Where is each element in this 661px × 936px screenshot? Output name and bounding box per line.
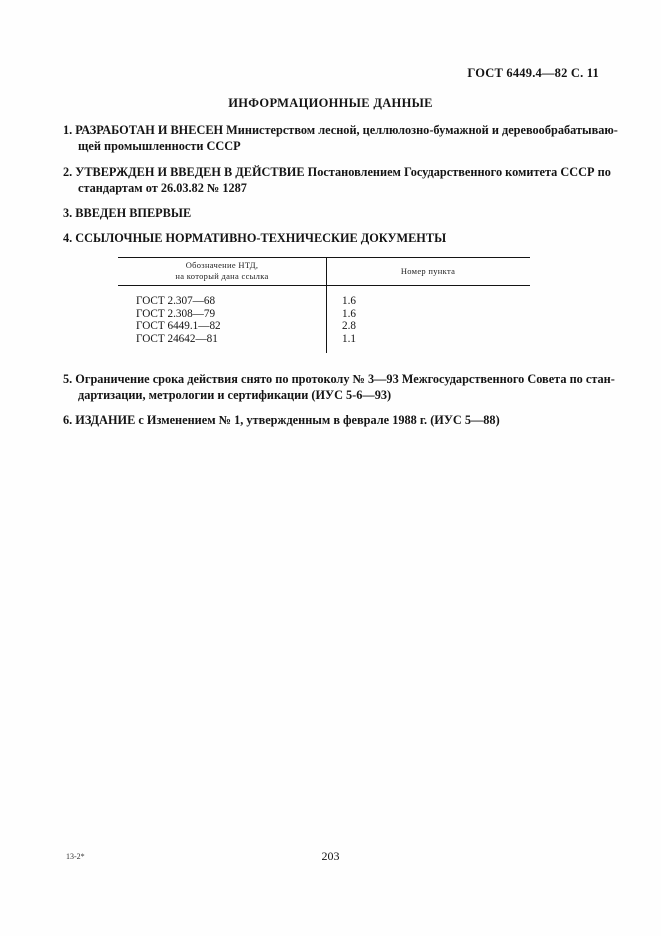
table-header-col-1-line-2: на который дана ссылка [175, 271, 269, 281]
table-cell-doc-2: ГОСТ 2.308—79 [136, 307, 216, 320]
table-cell-doc-4: ГОСТ 24642—81 [136, 332, 218, 345]
table-cell-clause-1: 1.6 [342, 295, 356, 307]
item-1-line-2: щей промышленности СССР [78, 139, 241, 153]
table-cell-clause-4: 1.1 [342, 332, 356, 345]
table-cell-clause-2: 1.6 [342, 307, 356, 320]
page-header-doc-ref: ГОСТ 6449.4—82 С. 11 [467, 66, 599, 80]
item-2-line-2: стандартам от 26.03.82 № 1287 [78, 181, 247, 195]
reference-table [118, 257, 530, 353]
item-5-line-2: дартизации, метрологии и сертификации (ИУС 5-6—93) [78, 388, 392, 402]
item-4: 4. ССЫЛОЧНЫЕ НОРМАТИВНО-ТЕХНИЧЕСКИЕ ДОКУМЕНТЫ [63, 231, 447, 245]
table-header-col-1-line-1: Обозначение НТД, [185, 260, 259, 270]
table-header-col-1 [118, 260, 326, 282]
table-cell-doc-1: ГОСТ 2.307—68 [136, 295, 216, 307]
table-header-rule [118, 285, 530, 286]
page-title: ИНФОРМАЦИОННЫЕ ДАННЫЕ [228, 96, 433, 110]
item-2-line-1: 2. УТВЕРЖДЕН И ВВЕДЕН В ДЕЙСТВИЕ Постановлением Государственного комитета СССР по [63, 165, 611, 179]
table-header-col-2: Номер пункта [400, 266, 456, 276]
table-top-rule [118, 257, 530, 258]
item-6: 6. ИЗДАНИЕ с Изменением № 1, утвержденным в феврале 1988 г. (ИУС 5—88) [63, 413, 500, 427]
item-5-line-1: 5. Ограничение срока действия снято по протоколу № 3—93 Межгосударственного Совета по стан- [63, 372, 615, 386]
sheet-mark: 13-2* [66, 852, 85, 861]
item-3: 3. ВВЕДЕН ВПЕРВЫЕ [63, 206, 192, 220]
table-cell-clause-3: 2.8 [342, 320, 356, 332]
item-1-line-1: 1. РАЗРАБОТАН И ВНЕСЕН Министерством лесной, целлюлозно-бумажной и деревообрабатываю- [63, 123, 618, 137]
page-number: 203 [321, 849, 340, 863]
table-cell-doc-3: ГОСТ 6449.1—82 [136, 320, 221, 332]
